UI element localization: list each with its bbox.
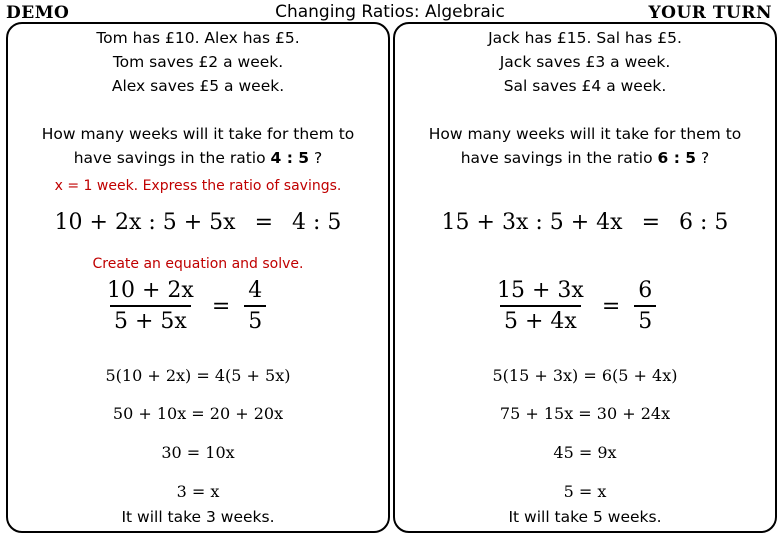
hint-express-ratio: x = 1 week. Express the ratio of savings. [54,178,342,194]
fraction-equals: = [601,293,621,319]
demo-tag: DEMO [6,3,70,23]
question-ratio: 6 : 5 [657,149,697,167]
ratio-lhs: 15 + 3x : 5 + 4x [441,210,623,235]
step-3: 45 = 9x [553,443,617,462]
question-line-2 [8,149,388,167]
page-title: Changing Ratios: Algebraic [275,2,505,22]
ratio-equals: = [641,210,661,235]
ratio-rhs: 6 : 5 [679,210,729,235]
ratio-rhs: 4 : 5 [292,210,342,235]
fact-line-2: Jack saves £3 a week. [499,53,671,71]
question-ratio: 4 : 5 [270,149,310,167]
answer: It will take 3 weeks. [121,508,275,526]
ratio-expression [395,210,775,235]
question-text: have savings in the ratio [460,149,653,167]
fraction-equation [103,278,266,334]
question-text: have savings in the ratio [73,149,266,167]
demo-panel [6,22,390,533]
fraction-denominator-left: 5 + 5x [110,305,191,334]
answer: It will take 5 weeks. [508,508,662,526]
fact-line-1: Tom has £10. Alex has £5. [96,29,300,47]
fraction-equation [493,278,656,334]
fact-line-3: Sal saves £4 a week. [503,77,667,95]
step-2: 50 + 10x = 20 + 20x [112,404,284,423]
fact-line-3: Alex saves £5 a week. [111,77,285,95]
fraction-numerator-left: 10 + 2x [107,278,194,303]
fraction-numerator-right: 4 [248,278,263,303]
ratio-equals: = [254,210,274,235]
step-1: 5(10 + 2x) = 4(5 + 5x) [105,366,291,385]
fraction-numerator-right: 6 [638,278,653,303]
ratio-expression [8,210,388,235]
question-line-1: How many weeks will it take for them to [428,125,742,143]
question-line-1: How many weeks will it take for them to [41,125,355,143]
step-4: 3 = x [176,482,220,501]
fraction-equals: = [211,293,231,319]
ratio-lhs: 10 + 2x : 5 + 5x [54,210,236,235]
fraction-denominator-right: 5 [244,305,266,334]
fraction-denominator-right: 5 [634,305,656,334]
step-2: 75 + 15x = 30 + 24x [499,404,671,423]
your-turn-panel [393,22,777,533]
fact-line-1: Jack has £15. Sal has £5. [488,29,682,47]
step-3: 30 = 10x [161,443,235,462]
question-line-2 [395,149,775,167]
step-1: 5(15 + 3x) = 6(5 + 4x) [492,366,678,385]
question-mark: ? [701,149,710,167]
hint-create-equation: Create an equation and solve. [92,256,304,272]
your-turn-tag: YOUR TURN [648,3,772,23]
fraction-denominator-left: 5 + 4x [500,305,581,334]
step-4: 5 = x [563,482,607,501]
question-mark: ? [314,149,323,167]
fraction-numerator-left: 15 + 3x [497,278,584,303]
fact-line-2: Tom saves £2 a week. [112,53,284,71]
